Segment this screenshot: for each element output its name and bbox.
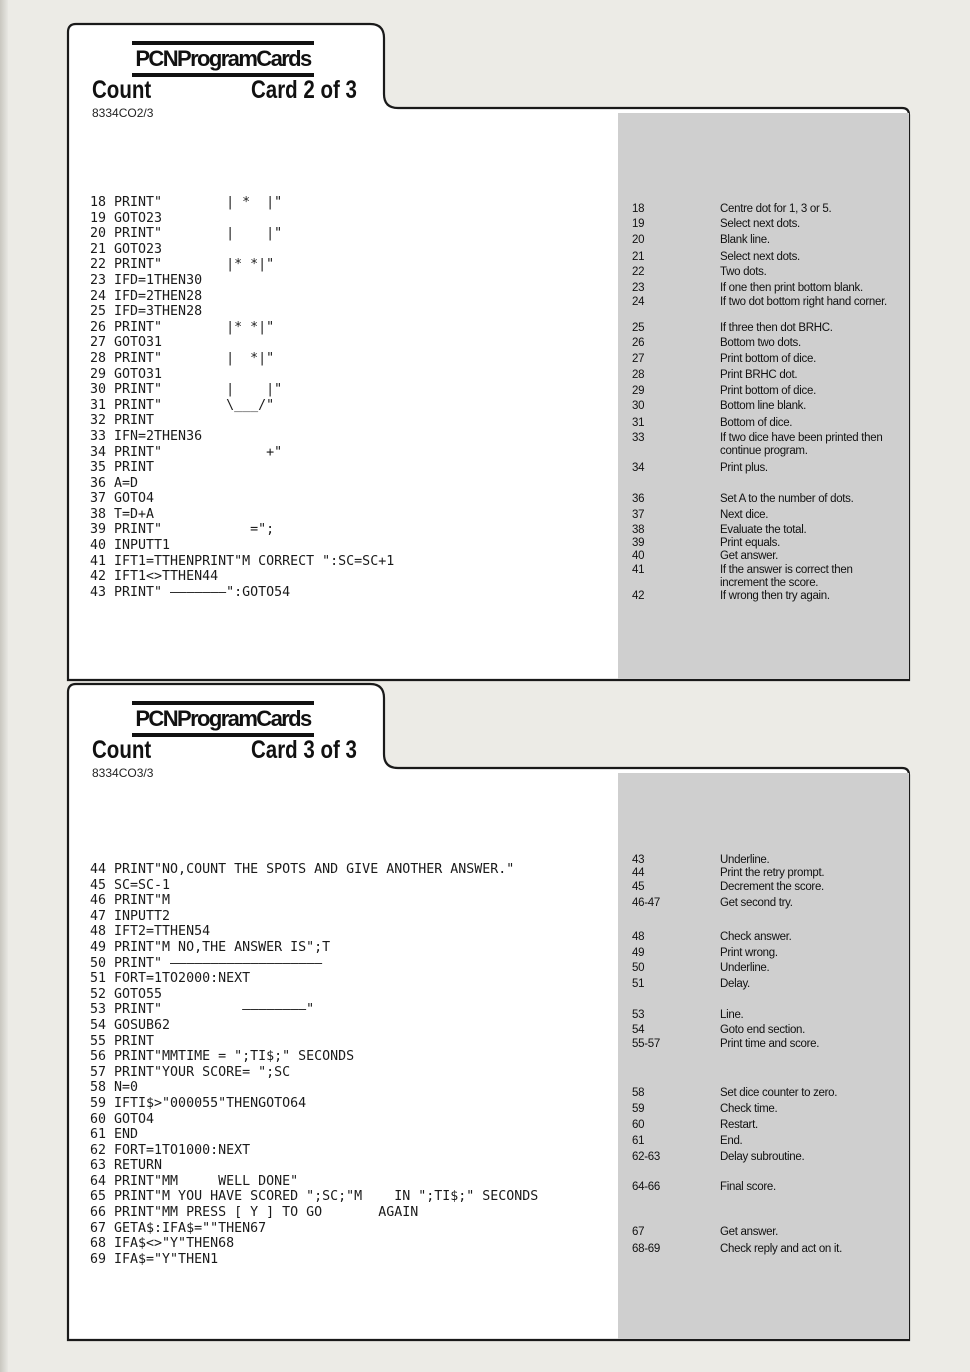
code-line: 31 PRINT" \___/" (90, 397, 275, 413)
note-description: Select next dots. (720, 251, 800, 263)
code-line: 22 PRINT" |* *|" (90, 257, 275, 273)
note-description: Next dice. (720, 509, 769, 521)
note-line-number: 49 (632, 947, 645, 959)
note-line-number: 46-47 (632, 897, 660, 909)
note-description: If the answer is correct then increment the score. (720, 564, 853, 589)
note-line-number: 61 (632, 1135, 645, 1147)
basic-listing (90, 862, 538, 1267)
note-description: Check reply and act on it. (720, 1243, 842, 1255)
note-description: If three then dot BRHC. (720, 322, 833, 334)
note-line-number: 64-66 (632, 1181, 660, 1193)
note-line-number: 68-69 (632, 1243, 660, 1255)
code-line: 61 END (90, 1127, 139, 1143)
note-line-number: 25 (632, 322, 645, 334)
note-description: Bottom two dots. (720, 337, 801, 349)
note-line-number: 48 (632, 931, 645, 943)
note-line-number: 22 (632, 266, 645, 278)
code-line: 24 IFD=2THEN28 (90, 288, 203, 304)
code-line: 62 FORT=1TO1000:NEXT (90, 1142, 251, 1158)
note-line-number: 58 (632, 1087, 645, 1099)
code-line: 58 N=0 (90, 1080, 139, 1096)
code-line: 65 PRINT"M YOU HAVE SCORED ";SC;"M IN ";TI$;" SECONDS (90, 1189, 539, 1205)
code-line: 55 PRINT (90, 1033, 155, 1049)
note-description: Print time and score. (720, 1038, 820, 1050)
note-line-number: 27 (632, 353, 645, 365)
note-line-number: 21 (632, 251, 645, 263)
note-line-number: 26 (632, 337, 645, 349)
code-line: 39 PRINT" ="; (90, 522, 275, 538)
note-description: End. (720, 1135, 743, 1147)
note-description: Print plus. (720, 462, 768, 474)
code-line: 42 IFT1<>TTHEN44 (90, 569, 219, 585)
code-line: 26 PRINT" |* *|" (90, 319, 275, 335)
note-description: Print the retry prompt. (720, 867, 825, 879)
code-line: 34 PRINT" +" (90, 444, 283, 460)
code-line: 54 GOSUB62 (90, 1017, 171, 1033)
code-line: 50 PRINT" ——————————————————— (90, 955, 323, 971)
code-line: 56 PRINT"MMTIME = ";TI$;" SECONDS (90, 1049, 355, 1065)
code-line: 64 PRINT"MM WELL DONE" (90, 1173, 299, 1189)
code-line: 45 SC=SC-1 (90, 877, 171, 893)
note-description: If two dice have been printed then continue program. (720, 432, 883, 457)
code-line: 21 GOTO23 (90, 241, 163, 257)
note-line-number: 40 (632, 550, 645, 562)
note-description: If one then print bottom blank. (720, 282, 863, 294)
code-line: 29 GOTO31 (90, 366, 163, 382)
program-title: Count (92, 736, 152, 764)
code-line: 47 INPUTT2 (90, 908, 171, 924)
note-line-number: 36 (632, 493, 645, 505)
note-description: Underline. (720, 962, 770, 974)
note-line-number: 54 (632, 1024, 645, 1036)
note-description: Get answer. (720, 1226, 779, 1238)
code-line: 30 PRINT" | |" (90, 382, 283, 398)
program-title: Count (92, 76, 152, 104)
note-line-number: 19 (632, 218, 645, 230)
card-number: Card 3 of 3 (251, 736, 357, 764)
note-line-number: 31 (632, 417, 645, 429)
card-code: 8334CO3/3 (92, 766, 154, 780)
code-line: 57 PRINT"YOUR SCORE= ";SC (90, 1064, 291, 1080)
note-line-number: 62-63 (632, 1151, 660, 1163)
note-description: Print bottom of dice. (720, 385, 816, 397)
note-line-number: 45 (632, 881, 645, 893)
program-card-3 (40, 682, 912, 1342)
page-edge (0, 0, 8, 1372)
note-description: Two dots. (720, 266, 767, 278)
code-line: 38 T=D+A (90, 506, 155, 522)
note-description: Get second try. (720, 897, 793, 909)
note-description: Evaluate the total. (720, 524, 807, 536)
code-line: 51 FORT=1TO2000:NEXT (90, 971, 251, 987)
note-description: Set A to the number of dots. (720, 493, 854, 505)
note-description: Print BRHC dot. (720, 369, 798, 381)
note-description: Blank line. (720, 234, 770, 246)
note-line-number: 38 (632, 524, 645, 536)
code-line: 68 IFA$<>"Y"THEN68 (90, 1236, 235, 1252)
note-line-number: 33 (632, 432, 645, 444)
code-line: 37 GOTO4 (90, 491, 155, 507)
card-number: Card 2 of 3 (251, 76, 357, 104)
note-line-number: 67 (632, 1226, 645, 1238)
code-line: 20 PRINT" | |" (90, 226, 283, 242)
code-line: 66 PRINT"MM PRESS [ Y ] TO GO AGAIN (90, 1205, 419, 1221)
code-line: 52 GOTO55 (90, 986, 163, 1002)
note-line-number: 37 (632, 509, 645, 521)
note-description: Delay subroutine. (720, 1151, 805, 1163)
note-description: Underline. (720, 854, 770, 866)
card-code: 8334CO2/3 (92, 106, 154, 120)
note-description: Set dice counter to zero. (720, 1087, 838, 1099)
code-line: 33 IFN=2THEN36 (90, 428, 203, 444)
note-description: Check time. (720, 1103, 778, 1115)
note-line-number: 53 (632, 1009, 645, 1021)
note-description: Decrement the score. (720, 881, 824, 893)
basic-listing (90, 195, 394, 600)
program-card-2 (40, 22, 912, 682)
code-line: 41 IFT1=TTHENPRINT"M CORRECT ":SC=SC+1 (90, 553, 395, 569)
note-line-number: 44 (632, 867, 645, 879)
code-line: 40 INPUTT1 (90, 538, 171, 554)
code-line: 49 PRINT"M NO,THE ANSWER IS";T (90, 939, 331, 955)
note-description: Delay. (720, 978, 750, 990)
note-line-number: 24 (632, 296, 645, 308)
note-line-number: 39 (632, 537, 645, 549)
note-line-number: 59 (632, 1103, 645, 1115)
note-description: Print bottom of dice. (720, 353, 816, 365)
code-line: 36 A=D (90, 475, 139, 491)
code-line: 63 RETURN (90, 1158, 163, 1174)
note-description: If two dot bottom right hand corner. (720, 296, 887, 308)
note-line-number: 18 (632, 203, 645, 215)
note-line-number: 50 (632, 962, 645, 974)
note-line-number: 41 (632, 564, 645, 576)
note-line-number: 51 (632, 978, 645, 990)
note-line-number: 43 (632, 854, 645, 866)
code-line: 43 PRINT" ———————":GOTO54 (90, 584, 291, 600)
code-line: 25 IFD=3THEN28 (90, 304, 203, 320)
note-description: Restart. (720, 1119, 758, 1131)
note-line-number: 30 (632, 400, 645, 412)
note-description: If wrong then try again. (720, 590, 830, 602)
note-description: Check answer. (720, 931, 792, 943)
note-line-number: 34 (632, 462, 645, 474)
code-line: 46 PRINT"M (90, 893, 171, 909)
note-description: Print equals. (720, 537, 781, 549)
note-description: Final score. (720, 1181, 776, 1193)
code-line: 19 GOTO23 (90, 210, 163, 226)
code-line: 44 PRINT"NO,COUNT THE SPOTS AND GIVE ANOTHER ANSWER." (90, 862, 515, 877)
note-description: Line. (720, 1009, 744, 1021)
note-description: Print wrong. (720, 947, 778, 959)
code-line: 35 PRINT (90, 460, 155, 476)
note-line-number: 29 (632, 385, 645, 397)
code-line: 18 PRINT" | * |" (90, 195, 283, 210)
code-line: 67 GETA$:IFA$=""THEN67 (90, 1220, 267, 1236)
code-line: 60 GOTO4 (90, 1111, 155, 1127)
note-description: Get answer. (720, 550, 779, 562)
note-description: Bottom of dice. (720, 417, 793, 429)
note-description: Select next dots. (720, 218, 800, 230)
code-line: 69 IFA$="Y"THEN1 (90, 1251, 219, 1267)
pcn-logo: PCNProgramCards (132, 41, 314, 77)
note-line-number: 23 (632, 282, 645, 294)
code-line: 59 IFTI$>"000055"THENGOTO64 (90, 1095, 307, 1111)
note-line-number: 60 (632, 1119, 645, 1131)
pcn-logo: PCNProgramCards (132, 701, 314, 737)
code-line: 32 PRINT (90, 413, 155, 429)
note-description: Bottom line blank. (720, 400, 807, 412)
note-description: Goto end section. (720, 1024, 806, 1036)
note-line-number: 20 (632, 234, 645, 246)
note-description: Centre dot for 1, 3 or 5. (720, 203, 832, 215)
note-line-number: 55-57 (632, 1038, 660, 1050)
code-line: 27 GOTO31 (90, 335, 163, 351)
code-line: 23 IFD=1THEN30 (90, 272, 203, 288)
code-line: 28 PRINT" | *|" (90, 350, 275, 366)
code-line: 53 PRINT" ————————" (90, 1002, 315, 1018)
note-line-number: 42 (632, 590, 645, 602)
note-line-number: 28 (632, 369, 645, 381)
code-line: 48 IFT2=TTHEN54 (90, 924, 211, 940)
